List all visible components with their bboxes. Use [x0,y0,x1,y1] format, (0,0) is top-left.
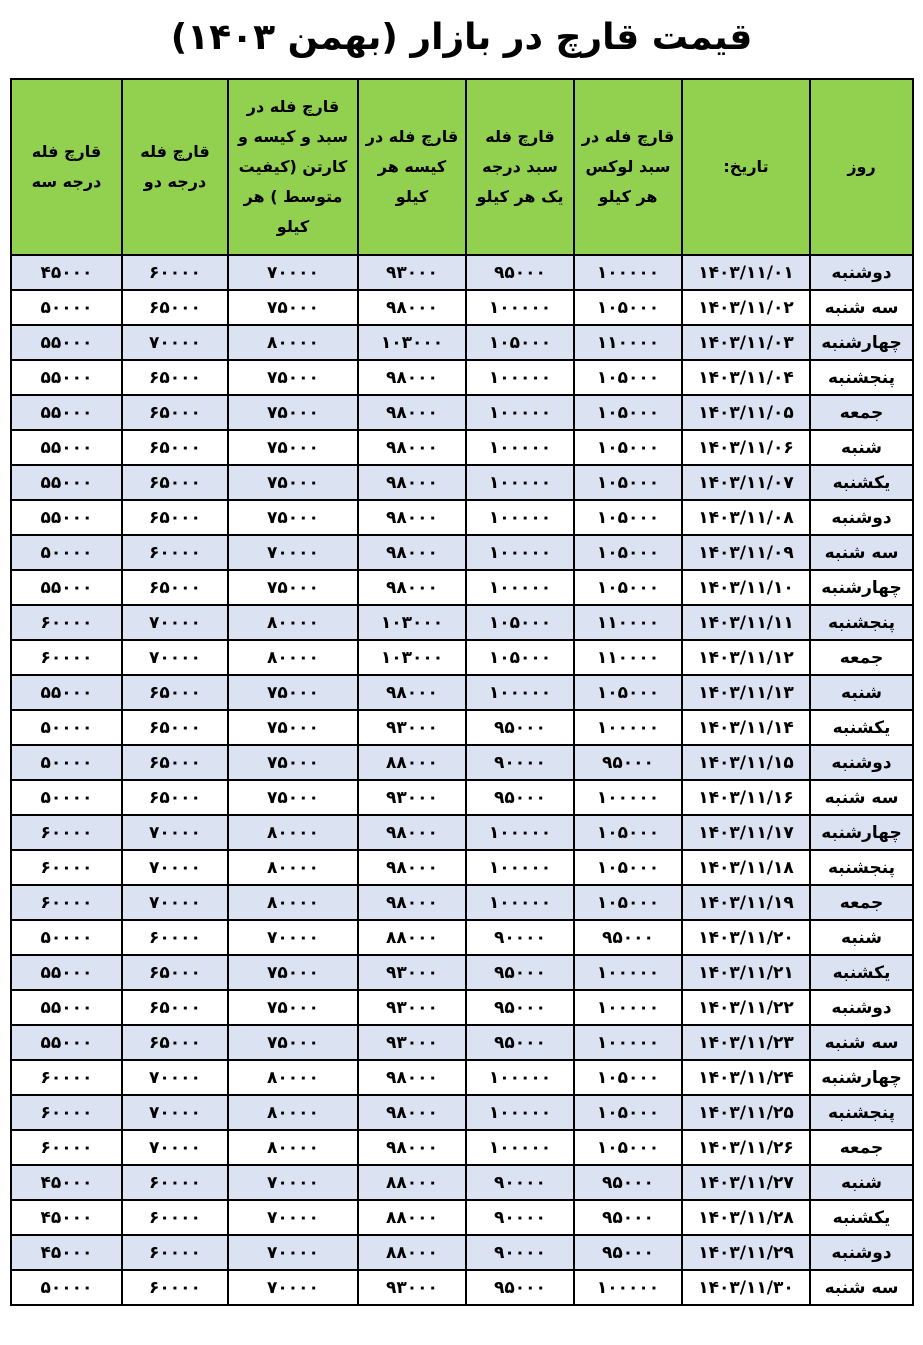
cell-day: چهارشنبه [810,1060,913,1095]
cell-bag: ۹۸۰۰۰ [358,430,466,465]
table-row [11,395,913,430]
cell-grade-two: ۶۵۰۰۰ [122,500,228,535]
cell-date: ۱۴۰۳/۱۱/۱۵ [682,745,810,780]
table-row [11,955,913,990]
cell-grade-one-basket: ۹۵۰۰۰ [466,780,574,815]
cell-grade-three: ۵۵۰۰۰ [11,955,122,990]
table-row [11,745,913,780]
cell-date: ۱۴۰۳/۱۱/۰۵ [682,395,810,430]
cell-medium-quality: ۸۰۰۰۰ [228,640,358,675]
cell-luxury-basket: ۹۵۰۰۰ [574,1200,682,1235]
cell-grade-three: ۵۵۰۰۰ [11,430,122,465]
cell-medium-quality: ۷۵۰۰۰ [228,430,358,465]
cell-luxury-basket: ۱۰۵۰۰۰ [574,535,682,570]
cell-date: ۱۴۰۳/۱۱/۲۷ [682,1165,810,1200]
cell-bag: ۹۸۰۰۰ [358,675,466,710]
cell-bag: ۹۳۰۰۰ [358,990,466,1025]
cell-grade-three: ۶۰۰۰۰ [11,1095,122,1130]
cell-date: ۱۴۰۳/۱۱/۲۸ [682,1200,810,1235]
cell-day: پنجشنبه [810,850,913,885]
cell-bag: ۹۸۰۰۰ [358,1130,466,1165]
cell-grade-three: ۶۰۰۰۰ [11,885,122,920]
cell-bag: ۹۳۰۰۰ [358,255,466,290]
table-row [11,780,913,815]
cell-grade-two: ۶۰۰۰۰ [122,1270,228,1305]
cell-grade-one-basket: ۱۰۰۰۰۰ [466,360,574,395]
table-row [11,850,913,885]
page-title: قیمت قارچ در بازار (بهمن ۱۴۰۳) [170,17,753,58]
cell-luxury-basket: ۱۰۵۰۰۰ [574,430,682,465]
cell-grade-one-basket: ۱۰۰۰۰۰ [466,535,574,570]
table-row [11,1025,913,1060]
cell-date: ۱۴۰۳/۱۱/۲۲ [682,990,810,1025]
cell-grade-two: ۶۵۰۰۰ [122,990,228,1025]
cell-bag: ۹۸۰۰۰ [358,850,466,885]
cell-grade-one-basket: ۹۵۰۰۰ [466,255,574,290]
cell-bag: ۹۳۰۰۰ [358,955,466,990]
cell-day: شنبه [810,920,913,955]
cell-grade-three: ۵۰۰۰۰ [11,710,122,745]
header-day: روز [810,79,913,255]
cell-medium-quality: ۷۵۰۰۰ [228,395,358,430]
cell-grade-three: ۵۵۰۰۰ [11,1025,122,1060]
cell-grade-three: ۵۵۰۰۰ [11,360,122,395]
cell-luxury-basket: ۱۰۵۰۰۰ [574,1130,682,1165]
cell-day: شنبه [810,1165,913,1200]
cell-luxury-basket: ۱۰۰۰۰۰ [574,955,682,990]
cell-luxury-basket: ۱۰۰۰۰۰ [574,780,682,815]
cell-day: یکشنبه [810,955,913,990]
table-body [11,255,913,1305]
cell-grade-two: ۶۵۰۰۰ [122,360,228,395]
cell-bag: ۱۰۳۰۰۰ [358,640,466,675]
cell-grade-three: ۴۵۰۰۰ [11,1235,122,1270]
cell-day: چهارشنبه [810,815,913,850]
cell-grade-one-basket: ۱۰۰۰۰۰ [466,675,574,710]
cell-day: دوشنبه [810,990,913,1025]
table-row [11,255,913,290]
cell-date: ۱۴۰۳/۱۱/۱۶ [682,780,810,815]
cell-date: ۱۴۰۳/۱۱/۰۴ [682,360,810,395]
cell-medium-quality: ۸۰۰۰۰ [228,1095,358,1130]
cell-grade-three: ۵۰۰۰۰ [11,920,122,955]
cell-day: چهارشنبه [810,570,913,605]
cell-grade-one-basket: ۹۵۰۰۰ [466,990,574,1025]
table-row [11,710,913,745]
cell-day: دوشنبه [810,745,913,780]
table-row [11,920,913,955]
cell-grade-three: ۵۰۰۰۰ [11,745,122,780]
cell-date: ۱۴۰۳/۱۱/۲۱ [682,955,810,990]
cell-day: سه شنبه [810,1270,913,1305]
cell-date: ۱۴۰۳/۱۱/۱۰ [682,570,810,605]
cell-luxury-basket: ۹۵۰۰۰ [574,1165,682,1200]
header-grade-one-basket: قارچ فله سبد درجه یک هر کیلو [466,79,574,255]
cell-grade-three: ۶۰۰۰۰ [11,815,122,850]
cell-luxury-basket: ۱۰۰۰۰۰ [574,1270,682,1305]
table-row [11,1165,913,1200]
cell-grade-two: ۶۵۰۰۰ [122,780,228,815]
cell-medium-quality: ۷۰۰۰۰ [228,1165,358,1200]
cell-grade-three: ۵۵۰۰۰ [11,990,122,1025]
cell-grade-one-basket: ۱۰۰۰۰۰ [466,885,574,920]
cell-grade-two: ۶۵۰۰۰ [122,955,228,990]
cell-grade-one-basket: ۱۰۰۰۰۰ [466,290,574,325]
price-table [10,78,914,1306]
header-bag: قارچ فله در کیسه هر کیلو [358,79,466,255]
cell-grade-two: ۷۰۰۰۰ [122,325,228,360]
cell-grade-three: ۵۰۰۰۰ [11,1270,122,1305]
cell-bag: ۹۳۰۰۰ [358,710,466,745]
table-row [11,360,913,395]
table-row [11,1270,913,1305]
cell-grade-one-basket: ۱۰۰۰۰۰ [466,1095,574,1130]
table-row [11,1235,913,1270]
cell-medium-quality: ۸۰۰۰۰ [228,850,358,885]
cell-day: پنجشنبه [810,605,913,640]
cell-grade-one-basket: ۹۰۰۰۰ [466,1235,574,1270]
cell-medium-quality: ۷۰۰۰۰ [228,255,358,290]
cell-luxury-basket: ۱۰۰۰۰۰ [574,255,682,290]
cell-date: ۱۴۰۳/۱۱/۲۶ [682,1130,810,1165]
cell-grade-three: ۵۰۰۰۰ [11,290,122,325]
cell-luxury-basket: ۱۰۰۰۰۰ [574,1025,682,1060]
cell-bag: ۹۳۰۰۰ [358,1025,466,1060]
cell-medium-quality: ۷۵۰۰۰ [228,290,358,325]
cell-luxury-basket: ۱۰۵۰۰۰ [574,1060,682,1095]
cell-medium-quality: ۸۰۰۰۰ [228,885,358,920]
cell-bag: ۸۸۰۰۰ [358,1200,466,1235]
cell-luxury-basket: ۱۰۵۰۰۰ [574,815,682,850]
cell-day: یکشنبه [810,710,913,745]
table-row [11,815,913,850]
cell-bag: ۹۸۰۰۰ [358,465,466,500]
table-row [11,570,913,605]
cell-grade-two: ۶۵۰۰۰ [122,430,228,465]
cell-grade-three: ۴۵۰۰۰ [11,1200,122,1235]
cell-grade-three: ۵۰۰۰۰ [11,535,122,570]
cell-day: یکشنبه [810,465,913,500]
cell-day: سه شنبه [810,780,913,815]
cell-day: چهارشنبه [810,325,913,360]
cell-luxury-basket: ۹۵۰۰۰ [574,1235,682,1270]
cell-luxury-basket: ۱۱۰۰۰۰ [574,325,682,360]
header-date: تاریخ: [682,79,810,255]
cell-medium-quality: ۷۵۰۰۰ [228,360,358,395]
cell-date: ۱۴۰۳/۱۱/۰۹ [682,535,810,570]
cell-grade-one-basket: ۱۰۰۰۰۰ [466,500,574,535]
cell-grade-two: ۶۵۰۰۰ [122,745,228,780]
cell-grade-two: ۶۰۰۰۰ [122,1165,228,1200]
cell-grade-two: ۶۰۰۰۰ [122,1235,228,1270]
cell-grade-one-basket: ۱۰۰۰۰۰ [466,570,574,605]
cell-medium-quality: ۷۰۰۰۰ [228,1235,358,1270]
cell-medium-quality: ۷۰۰۰۰ [228,535,358,570]
cell-grade-three: ۶۰۰۰۰ [11,605,122,640]
cell-luxury-basket: ۱۰۵۰۰۰ [574,500,682,535]
cell-grade-one-basket: ۱۰۵۰۰۰ [466,325,574,360]
cell-luxury-basket: ۱۰۵۰۰۰ [574,675,682,710]
cell-day: جمعه [810,395,913,430]
cell-grade-three: ۵۵۰۰۰ [11,465,122,500]
cell-date: ۱۴۰۳/۱۱/۱۱ [682,605,810,640]
cell-medium-quality: ۷۰۰۰۰ [228,1200,358,1235]
cell-luxury-basket: ۱۰۵۰۰۰ [574,360,682,395]
cell-bag: ۸۸۰۰۰ [358,920,466,955]
cell-grade-three: ۴۵۰۰۰ [11,1165,122,1200]
cell-grade-one-basket: ۱۰۵۰۰۰ [466,640,574,675]
cell-medium-quality: ۷۵۰۰۰ [228,1025,358,1060]
cell-luxury-basket: ۱۰۵۰۰۰ [574,395,682,430]
cell-date: ۱۴۰۳/۱۱/۰۳ [682,325,810,360]
cell-medium-quality: ۸۰۰۰۰ [228,1060,358,1095]
cell-medium-quality: ۷۵۰۰۰ [228,710,358,745]
cell-day: سه شنبه [810,1025,913,1060]
cell-luxury-basket: ۹۵۰۰۰ [574,920,682,955]
cell-bag: ۹۸۰۰۰ [358,570,466,605]
cell-grade-one-basket: ۹۵۰۰۰ [466,1025,574,1060]
cell-bag: ۱۰۳۰۰۰ [358,325,466,360]
cell-grade-one-basket: ۹۰۰۰۰ [466,745,574,780]
cell-luxury-basket: ۱۰۵۰۰۰ [574,850,682,885]
cell-grade-two: ۶۵۰۰۰ [122,710,228,745]
cell-medium-quality: ۷۵۰۰۰ [228,955,358,990]
cell-grade-three: ۶۰۰۰۰ [11,640,122,675]
cell-grade-three: ۶۰۰۰۰ [11,850,122,885]
cell-grade-two: ۶۵۰۰۰ [122,290,228,325]
cell-bag: ۹۸۰۰۰ [358,885,466,920]
header-grade-three: قارچ فله درجه سه [11,79,122,255]
cell-grade-three: ۵۵۰۰۰ [11,325,122,360]
cell-day: جمعه [810,885,913,920]
cell-medium-quality: ۸۰۰۰۰ [228,605,358,640]
cell-grade-two: ۶۰۰۰۰ [122,1200,228,1235]
cell-day: شنبه [810,430,913,465]
cell-date: ۱۴۰۳/۱۱/۳۰ [682,1270,810,1305]
cell-bag: ۹۸۰۰۰ [358,1060,466,1095]
cell-medium-quality: ۷۰۰۰۰ [228,1270,358,1305]
cell-day: یکشنبه [810,1200,913,1235]
cell-grade-three: ۵۵۰۰۰ [11,675,122,710]
cell-grade-two: ۶۰۰۰۰ [122,255,228,290]
cell-luxury-basket: ۱۰۵۰۰۰ [574,570,682,605]
cell-day: جمعه [810,1130,913,1165]
cell-grade-three: ۶۰۰۰۰ [11,1130,122,1165]
cell-date: ۱۴۰۳/۱۱/۰۸ [682,500,810,535]
cell-grade-one-basket: ۱۰۰۰۰۰ [466,815,574,850]
cell-grade-two: ۶۵۰۰۰ [122,395,228,430]
cell-bag: ۹۸۰۰۰ [358,1095,466,1130]
table-row [11,430,913,465]
cell-grade-one-basket: ۱۰۰۰۰۰ [466,395,574,430]
cell-day: جمعه [810,640,913,675]
cell-bag: ۹۸۰۰۰ [358,535,466,570]
cell-day: دوشنبه [810,255,913,290]
cell-luxury-basket: ۱۱۰۰۰۰ [574,640,682,675]
cell-date: ۱۴۰۳/۱۱/۲۰ [682,920,810,955]
cell-luxury-basket: ۹۵۰۰۰ [574,745,682,780]
cell-grade-three: ۵۰۰۰۰ [11,780,122,815]
cell-medium-quality: ۷۵۰۰۰ [228,745,358,780]
cell-grade-two: ۷۰۰۰۰ [122,1095,228,1130]
cell-luxury-basket: ۱۰۰۰۰۰ [574,710,682,745]
cell-date: ۱۴۰۳/۱۱/۲۵ [682,1095,810,1130]
cell-grade-one-basket: ۹۰۰۰۰ [466,1165,574,1200]
cell-grade-one-basket: ۱۰۰۰۰۰ [466,1060,574,1095]
cell-grade-one-basket: ۱۰۵۰۰۰ [466,605,574,640]
cell-day: شنبه [810,675,913,710]
table-row [11,1130,913,1165]
cell-grade-one-basket: ۱۰۰۰۰۰ [466,430,574,465]
cell-luxury-basket: ۱۰۰۰۰۰ [574,990,682,1025]
cell-day: دوشنبه [810,500,913,535]
cell-medium-quality: ۷۵۰۰۰ [228,570,358,605]
cell-date: ۱۴۰۳/۱۱/۱۹ [682,885,810,920]
cell-grade-one-basket: ۹۰۰۰۰ [466,1200,574,1235]
table-row [11,325,913,360]
cell-grade-two: ۶۵۰۰۰ [122,570,228,605]
cell-date: ۱۴۰۳/۱۱/۱۸ [682,850,810,885]
cell-medium-quality: ۸۰۰۰۰ [228,325,358,360]
cell-grade-three: ۵۵۰۰۰ [11,500,122,535]
cell-luxury-basket: ۱۰۵۰۰۰ [574,465,682,500]
table-row [11,465,913,500]
table-header-row [11,79,913,255]
cell-grade-two: ۷۰۰۰۰ [122,640,228,675]
cell-date: ۱۴۰۳/۱۱/۲۹ [682,1235,810,1270]
cell-grade-three: ۵۵۰۰۰ [11,395,122,430]
header-grade-two: قارچ فله درجه دو [122,79,228,255]
header-luxury-basket: قارچ فله در سبد لوکس هر کیلو [574,79,682,255]
cell-grade-two: ۷۰۰۰۰ [122,885,228,920]
cell-grade-two: ۶۰۰۰۰ [122,535,228,570]
cell-bag: ۹۸۰۰۰ [358,500,466,535]
table-row [11,290,913,325]
cell-day: سه شنبه [810,290,913,325]
cell-grade-two: ۷۰۰۰۰ [122,1130,228,1165]
cell-grade-one-basket: ۹۵۰۰۰ [466,1270,574,1305]
table-row [11,990,913,1025]
cell-date: ۱۴۰۳/۱۱/۰۱ [682,255,810,290]
cell-bag: ۹۳۰۰۰ [358,1270,466,1305]
cell-bag: ۹۳۰۰۰ [358,780,466,815]
table-row [11,500,913,535]
cell-luxury-basket: ۱۱۰۰۰۰ [574,605,682,640]
table-row [11,1200,913,1235]
cell-bag: ۹۸۰۰۰ [358,395,466,430]
header-medium-quality: قارچ فله در سبد و کیسه و کارتن (کیفیت متوسط ) هر کیلو [228,79,358,255]
cell-grade-one-basket: ۱۰۰۰۰۰ [466,850,574,885]
cell-grade-two: ۶۵۰۰۰ [122,465,228,500]
cell-bag: ۱۰۳۰۰۰ [358,605,466,640]
cell-bag: ۹۸۰۰۰ [358,360,466,395]
cell-bag: ۹۸۰۰۰ [358,290,466,325]
cell-luxury-basket: ۱۰۵۰۰۰ [574,1095,682,1130]
cell-grade-two: ۷۰۰۰۰ [122,605,228,640]
table-row [11,1095,913,1130]
cell-grade-one-basket: ۹۵۰۰۰ [466,710,574,745]
cell-grade-two: ۶۵۰۰۰ [122,675,228,710]
cell-bag: ۹۸۰۰۰ [358,815,466,850]
cell-day: پنجشنبه [810,1095,913,1130]
cell-grade-two: ۷۰۰۰۰ [122,1060,228,1095]
table-row [11,535,913,570]
table-row [11,1060,913,1095]
cell-grade-one-basket: ۹۵۰۰۰ [466,955,574,990]
cell-bag: ۸۸۰۰۰ [358,745,466,780]
cell-day: سه شنبه [810,535,913,570]
cell-date: ۱۴۰۳/۱۱/۲۳ [682,1025,810,1060]
cell-date: ۱۴۰۳/۱۱/۲۴ [682,1060,810,1095]
cell-bag: ۸۸۰۰۰ [358,1165,466,1200]
cell-grade-two: ۷۰۰۰۰ [122,850,228,885]
cell-date: ۱۴۰۳/۱۱/۱۳ [682,675,810,710]
cell-day: پنجشنبه [810,360,913,395]
cell-grade-three: ۵۵۰۰۰ [11,570,122,605]
cell-date: ۱۴۰۳/۱۱/۱۷ [682,815,810,850]
cell-medium-quality: ۸۰۰۰۰ [228,815,358,850]
cell-medium-quality: ۷۰۰۰۰ [228,920,358,955]
cell-medium-quality: ۷۵۰۰۰ [228,675,358,710]
cell-medium-quality: ۷۵۰۰۰ [228,780,358,815]
cell-grade-two: ۶۵۰۰۰ [122,1025,228,1060]
cell-date: ۱۴۰۳/۱۱/۰۷ [682,465,810,500]
cell-grade-two: ۶۰۰۰۰ [122,920,228,955]
cell-medium-quality: ۷۵۰۰۰ [228,990,358,1025]
cell-medium-quality: ۸۰۰۰۰ [228,1130,358,1165]
cell-grade-two: ۷۰۰۰۰ [122,815,228,850]
table-row [11,885,913,920]
cell-grade-three: ۶۰۰۰۰ [11,1060,122,1095]
cell-date: ۱۴۰۳/۱۱/۰۶ [682,430,810,465]
cell-medium-quality: ۷۵۰۰۰ [228,465,358,500]
cell-grade-one-basket: ۱۰۰۰۰۰ [466,465,574,500]
cell-date: ۱۴۰۳/۱۱/۰۲ [682,290,810,325]
cell-bag: ۸۸۰۰۰ [358,1235,466,1270]
cell-luxury-basket: ۱۰۵۰۰۰ [574,290,682,325]
cell-medium-quality: ۷۵۰۰۰ [228,500,358,535]
cell-day: دوشنبه [810,1235,913,1270]
cell-luxury-basket: ۱۰۵۰۰۰ [574,885,682,920]
cell-date: ۱۴۰۳/۱۱/۱۲ [682,640,810,675]
table-row [11,675,913,710]
table-row [11,640,913,675]
table-row [11,605,913,640]
cell-grade-one-basket: ۹۰۰۰۰ [466,920,574,955]
cell-date: ۱۴۰۳/۱۱/۱۴ [682,710,810,745]
cell-grade-three: ۴۵۰۰۰ [11,255,122,290]
cell-grade-one-basket: ۱۰۰۰۰۰ [466,1130,574,1165]
